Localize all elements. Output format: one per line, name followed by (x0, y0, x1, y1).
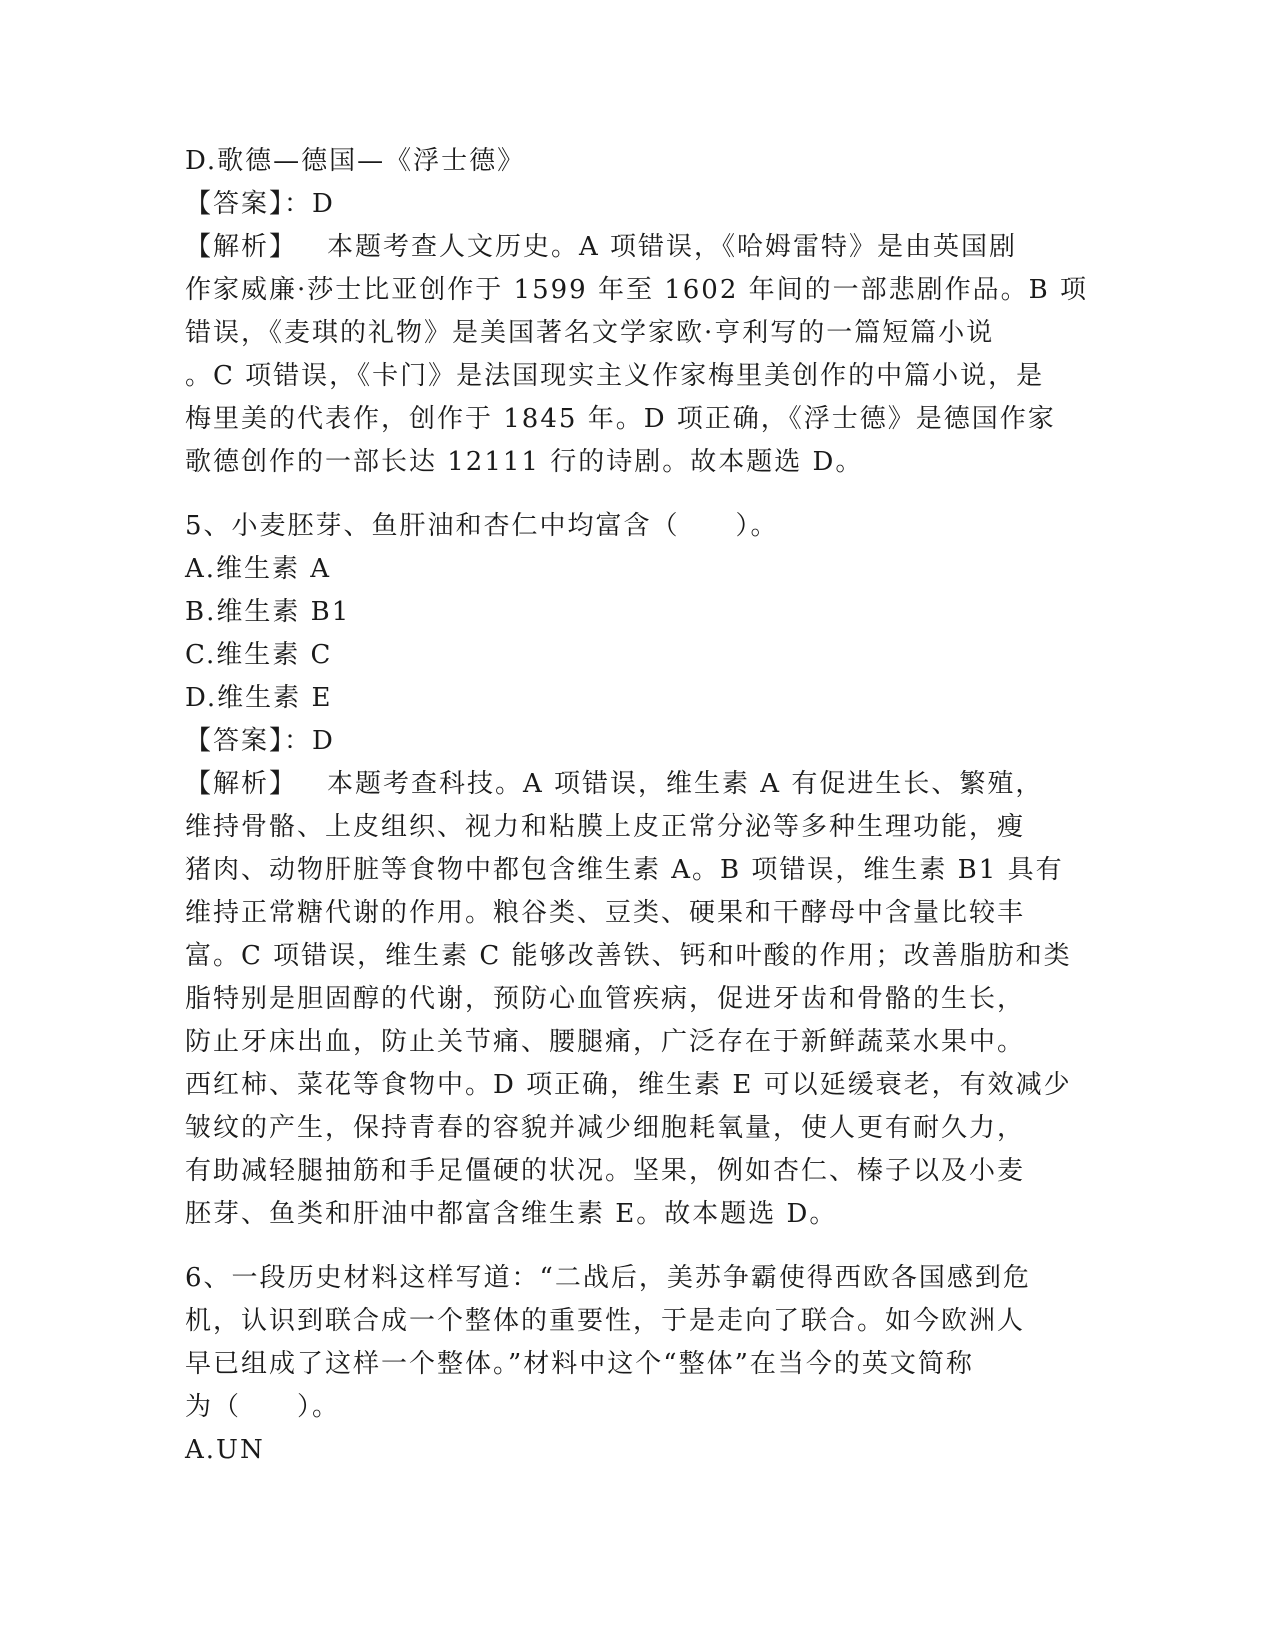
q5-analysis-label: 【解析】 (185, 769, 298, 799)
q5-analysis-line-9: 有助减轻腿抽筋和手足僵硬的状况。坚果，例如杏仁、榛子以及小麦 (185, 1156, 1026, 1186)
spacer (185, 484, 1085, 505)
q5-option-c: C.维生素 C (185, 640, 333, 670)
q4-analysis-line-5: 歌德创作的一部长达 12111 行的诗剧。故本题选 D。 (185, 447, 864, 477)
spacer (185, 1236, 1085, 1257)
q4-analysis-line-1: 作家威廉·莎士比亚创作于 1599 年至 1602 年间的一部悲剧作品。B 项 (185, 275, 1089, 305)
q5-analysis-line-0 (185, 763, 1085, 806)
q5-analysis-line-10: 胚芽、鱼类和肝油中都富含维生素 E。故本题选 D。 (185, 1199, 838, 1229)
q4-analysis-line-3: 。C 项错误，《卡门》是法国现实主义作家梅里美创作的中篇小说，是 (185, 361, 1045, 391)
q6-stem-line-0: 6、一段历史材料这样写道：“二战后，美苏争霸使得西欧各国感到危 (185, 1263, 1031, 1293)
q5-analysis-text: 本题考查科技。A 项错误，维生素 A 有促进生长、繁殖， (327, 769, 1044, 799)
q6-stem-line-2: 早已组成了这样一个整体。”材料中这个“整体”在当今的英文简称 (185, 1349, 974, 1379)
q4-option-d: D.歌德—德国—《浮士德》 (185, 146, 526, 176)
q5-option-b: B.维生素 B1 (185, 597, 351, 627)
q5-analysis-line-6: 防止牙床出血，防止关节痛、腰腿痛，广泛存在于新鲜蔬菜水果中。 (185, 1027, 1026, 1057)
q5-option-d: D.维生素 E (185, 683, 333, 713)
q5-option-a: A.维生素 A (185, 554, 332, 584)
q5-analysis-line-1: 维持骨骼、上皮组织、视力和粘膜上皮正常分泌等多种生理功能，瘦 (185, 812, 1026, 842)
q4-analysis-line-0 (185, 226, 1085, 269)
q5-stem: 5、小麦胚芽、鱼肝油和杏仁中均富含（ ）。 (185, 511, 779, 541)
q4-analysis-label: 【解析】 (185, 232, 298, 262)
q4-analysis-line-2: 错误，《麦琪的礼物》是美国著名文学家欧·亨利写的一篇短篇小说 (185, 318, 995, 348)
q5-analysis-line-4: 富。C 项错误，维生素 C 能够改善铁、钙和叶酸的作用；改善脂肪和类 (185, 941, 1072, 971)
q5-analysis-line-8: 皱纹的产生，保持青春的容貌并减少细胞耗氧量，使人更有耐久力， (185, 1113, 1026, 1143)
q6-option-a: A.UN (185, 1435, 265, 1465)
q5-analysis-line-7: 西红柿、菜花等食物中。D 项正确，维生素 E 可以延缓衰老，有效减少 (185, 1070, 1072, 1100)
q5-analysis-line-5: 脂特别是胆固醇的代谢，预防心血管疾病，促进牙齿和骨骼的生长， (185, 984, 1026, 1014)
q4-answer: 【答案】：D (185, 189, 335, 219)
document-page (185, 140, 1089, 1472)
q4-analysis-text: 本题考查人文历史。A 项错误，《哈姆雷特》是由英国剧 (327, 232, 1018, 262)
q6-stem-line-3: 为（ ）。 (185, 1392, 341, 1422)
q5-analysis-line-3: 维持正常糖代谢的作用。粮谷类、豆类、硬果和干酵母中含量比较丰 (185, 898, 1026, 928)
q5-answer: 【答案】：D (185, 726, 335, 756)
q4-analysis-line-4: 梅里美的代表作，创作于 1845 年。D 项正确，《浮士德》是德国作家 (185, 404, 1056, 434)
q5-analysis-line-2: 猪肉、动物肝脏等食物中都包含维生素 A。B 项错误，维生素 B1 具有 (185, 855, 1064, 885)
q6-stem-line-1: 机，认识到联合成一个整体的重要性，于是走向了联合。如今欧洲人 (185, 1306, 1026, 1336)
